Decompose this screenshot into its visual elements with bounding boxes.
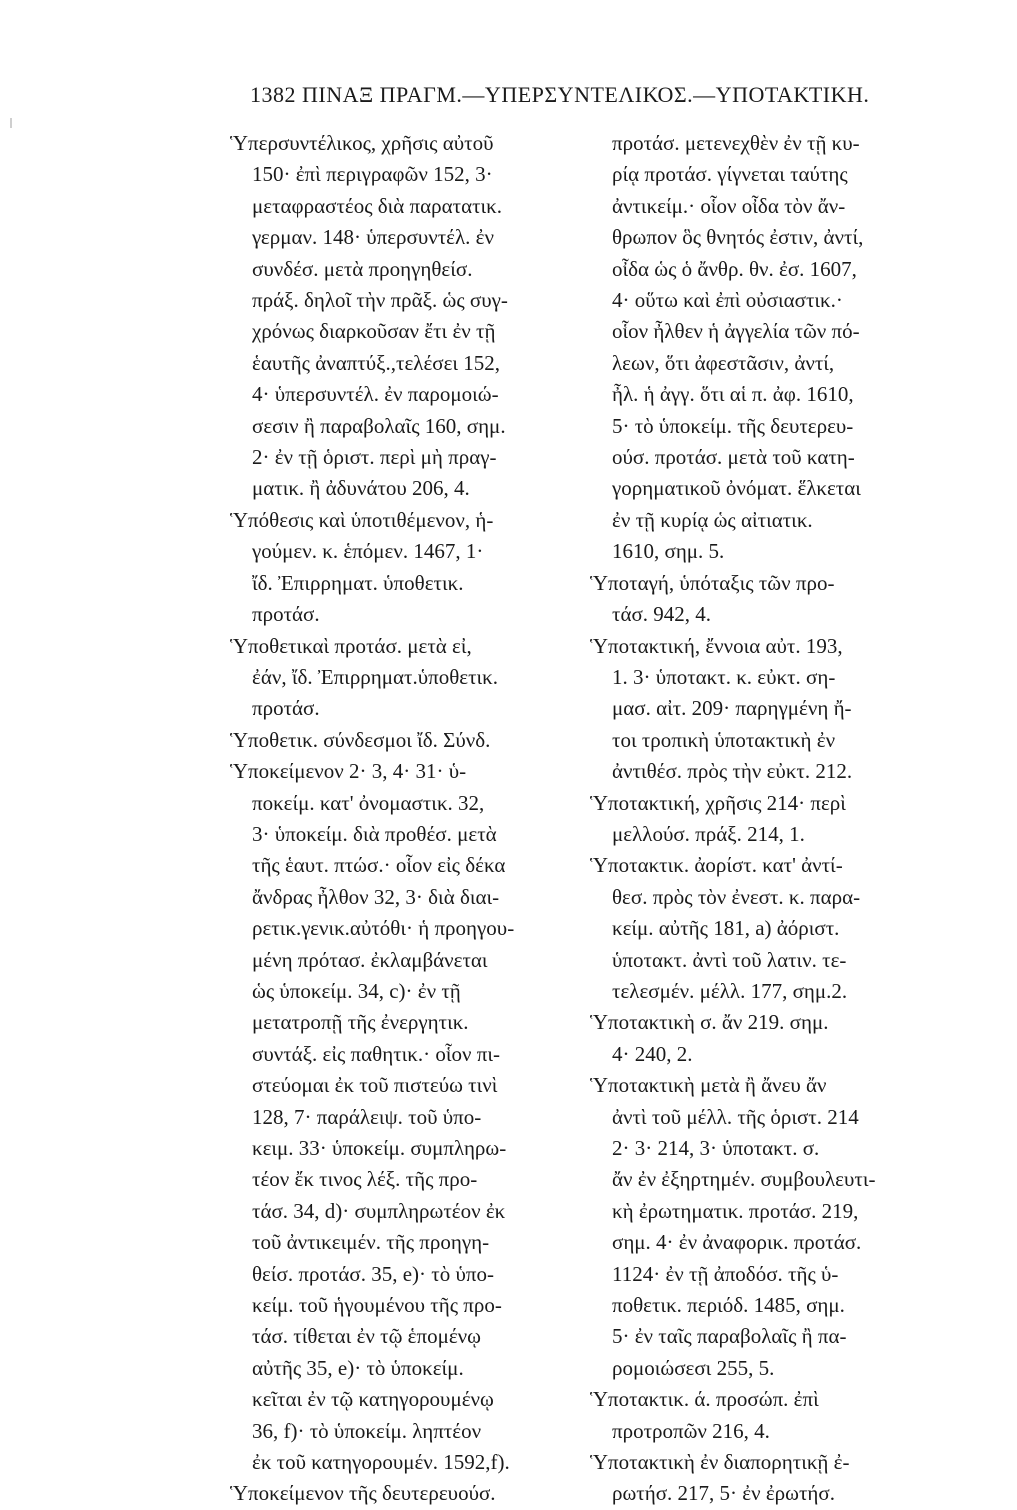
entry-line: ἀντὶ τοῦ μέλλ. τῆς ὁριστ. 214	[612, 1104, 859, 1129]
entry-line: κὴ ἐρωτηματικ. προτάσ. 219,	[612, 1198, 859, 1223]
entry-line: 1124· ἐν τῇ ἀποδόσ. τῆς ὑ-	[612, 1261, 839, 1286]
entry-line: Ὑποτακτική, χρῆσις 214· περὶ	[590, 790, 846, 815]
entry-line: ποθετικ. περιόδ. 1485, σημ.	[612, 1293, 845, 1318]
entry-line: χρόνως διαρκοῦσαν ἔτι ἐν τῇ	[252, 319, 496, 344]
entry-line: 128, 7· παράλειψ. τοῦ ὑπο-	[252, 1104, 482, 1129]
entry-line: θείσ. προτάσ. 35, e)· τὸ ὑπο-	[252, 1261, 494, 1286]
entry-line: οἷον ἦλθεν ἡ ἀγγελία τῶν πό-	[612, 319, 860, 344]
entry-line: ἄν ἐν ἐξηρτημέν. συμβουλευτι-	[612, 1167, 876, 1192]
index-entry	[590, 1384, 925, 1447]
entry-line: ὑποτακτ. ἀντὶ τοῦ λατιν. τε-	[612, 947, 847, 972]
entry-line: Ὑποτακτικὴ μετὰ ἢ ἄνευ ἄν	[590, 1073, 827, 1098]
entry-line: ἐν τῇ κυρίᾳ ὡς αἰτιατικ.	[612, 507, 813, 532]
entry-line: ρίᾳ προτάσ. γίγνεται ταύτης	[612, 162, 848, 187]
entry-line: Ὑποθετικαὶ προτάσ. μετὰ εἰ,	[230, 633, 472, 658]
page-header: 1382 ΠΙΝΑΞ ΠΡΑΓΜ.—ΥΠΕΡΣΥΝΤΕΛΙΚΟΣ.—ΥΠΟΤΑΚΤΙΚΗ.	[250, 82, 870, 107]
entry-line: τοῦ ἀντικειμέν. τῆς προηγη-	[252, 1230, 490, 1255]
entry-line: Ὑποκείμενον τῆς δευτερευούσ.	[230, 1481, 496, 1506]
entry-line: μελλούσ. πράξ. 214, 1.	[612, 821, 805, 846]
entry-line: Ὑποκείμενον 2· 3, 4· 31· ὑ-	[230, 759, 467, 784]
entry-line: 1. 3· ὑποτακτ. κ. εὐκτ. ση-	[612, 664, 836, 689]
left-column	[230, 128, 575, 1510]
entry-line: λεων, ὅτι ἀφεστᾶσιν, ἀντί,	[612, 350, 835, 375]
entry-line: μετατροπῇ τῆς ἐνεργητικ.	[252, 1010, 469, 1035]
entry-line: θεσ. πρὸς τὸν ἐνεστ. κ. παρα-	[612, 884, 861, 909]
entry-line: Ὑποθετικ. σύνδεσμοι ἴδ. Σύνδ.	[230, 727, 491, 752]
entry-line: 2· 3· 214, 3· ὑποτακτ. σ.	[612, 1136, 820, 1160]
entry-line: ἀντικείμ.· οἷον οἶδα τὸν ἄν-	[612, 193, 846, 218]
entry-line: προτάσ. μετενεχθὲν ἐν τῇ κυ-	[612, 131, 860, 155]
entry-line: Ὑπόθεσις καὶ ὑποτιθέμενον, ἡ-	[230, 507, 494, 532]
entry-line: αὐτῆς 35, e)· τὸ ὑποκείμ.	[252, 1355, 464, 1380]
entry-line: ἑαυτῆς ἀναπτύξ.,τελέσει 152,	[252, 350, 501, 375]
index-entry	[590, 631, 925, 788]
entry-line: μεταφραστέος διὰ παρατατικ.	[252, 193, 503, 218]
entry-line: προτάσ.	[252, 602, 320, 627]
entry-line: πράξ. δηλοῖ τὴν πρᾶξ. ὡς συγ-	[252, 288, 508, 313]
entry-line: κεῖται ἐν τῷ κατηγορουμένῳ	[252, 1387, 494, 1412]
entry-line: ούσ. προτάσ. μετὰ τοῦ κατη-	[612, 445, 855, 470]
entry-line: Ὑποτακτικ. ἀορίστ. κατ' ἀντί-	[590, 853, 843, 878]
entry-line: ἦλ. ἡ ἀγγ. ὅτι αἱ π. ἀφ. 1610,	[612, 382, 854, 407]
entry-line: 150· ἐπὶ περιγραφῶν 152, 3·	[252, 162, 493, 187]
index-entry	[230, 128, 575, 505]
index-entry	[590, 1447, 925, 1510]
entry-line: τάσ. 34, d)· συμπληρωτέον ἐκ	[252, 1198, 506, 1223]
index-entry	[230, 505, 575, 631]
entry-line: ποκείμ. κατ' ὀνομαστικ. 32,	[252, 790, 485, 815]
entry-line: ὡς ὑποκείμ. 34, c)· ἐν τῇ	[252, 978, 461, 1003]
entry-line: συντάξ. εἰς παθητικ.· οἷον πι-	[252, 1041, 501, 1066]
entry-line: 36, f)· τὸ ὑποκείμ. ληπτέον	[252, 1418, 482, 1443]
entry-line: Ὑποτακτική, ἔννοια αὐτ. 193,	[590, 633, 843, 658]
entry-line: 5· τὸ ὑποκείμ. τῆς δευτερευ-	[612, 413, 854, 438]
entry-line: ἄνδρας ἦλθον 32, 3· διὰ διαι-	[252, 884, 500, 909]
entry-line: τελεσμέν. μέλλ. 177, σημ.2.	[612, 978, 848, 1003]
entry-line: 4· 240, 2.	[612, 1041, 693, 1066]
entry-line: 5· ἐν ταῖς παραβολαῖς ἢ πα-	[612, 1324, 847, 1349]
entry-line: συνδέσ. μετὰ προηγηθείσ.	[252, 256, 473, 281]
entry-line: Ὑποτακτικὴ σ. ἄν 219. σημ.	[590, 1010, 829, 1035]
entry-line: Ὑποταγή, ὑπόταξις τῶν προ-	[590, 570, 835, 595]
entry-line: ἴδ. Ἐπιρρηματ. ὑποθετικ.	[252, 570, 464, 595]
index-entry	[590, 568, 925, 631]
entry-line: 1610, σημ. 5.	[612, 539, 725, 564]
right-column	[590, 128, 925, 1510]
entry-line: Ὑποτακτικ. ά. προσώπ. ἐπὶ	[590, 1387, 819, 1412]
entry-line: γερμαν. 148· ὑπερσυντέλ. ἐν	[252, 225, 494, 250]
index-entry	[230, 1478, 575, 1509]
index-entry	[590, 788, 925, 851]
entry-line: 3· ὑποκείμ. διὰ προθέσ. μετὰ	[252, 821, 497, 846]
entry-line: 4· ὑπερσυντέλ. ἐν παρομοιώ-	[252, 382, 499, 407]
entry-line: ρομοιώσεσι 255, 5.	[612, 1355, 775, 1380]
scan-speck	[10, 118, 12, 128]
entry-line: κείμ. τοῦ ἡγουμένου τῆς προ-	[252, 1293, 502, 1318]
entry-line: κείμ. αὐτῆς 181, a) ἀόριστ.	[612, 916, 840, 941]
entry-line: γορηματικοῦ ὀνόματ. ἕλκεται	[612, 476, 861, 501]
entry-line: προτάσ.	[252, 696, 320, 721]
entry-line: Ὑποτακτικὴ ἐν διαπορητικῇ ἐ-	[590, 1450, 850, 1475]
entry-line: τάσ. τίθεται ἐν τῷ ἑπομένῳ	[252, 1324, 481, 1349]
index-entry	[590, 850, 925, 1007]
entry-line: σημ. 4· ἐν ἀναφορικ. προτάσ.	[612, 1230, 862, 1255]
entry-line: κειμ. 33· ὑποκείμ. συμπληρω-	[252, 1136, 507, 1160]
entry-line: ἀντιθέσ. πρὸς τὴν εὐκτ. 212.	[612, 759, 853, 784]
index-entry	[590, 1007, 925, 1070]
entry-line: ἐάν, ἴδ. Ἐπιρρηματ.ὑποθετικ.	[252, 664, 499, 689]
entry-line: μασ. αἰτ. 209· παρηγμένη ἤ-	[612, 696, 852, 721]
entry-line: Ὑπερσυντέλικος, χρῆσις αὐτοῦ	[230, 131, 494, 155]
entry-line: τῆς ἑαυτ. πτώσ.· οἷον εἰς δέκα	[252, 853, 506, 878]
entry-line: στεύομαι ἐκ τοῦ πιστεύω τινὶ	[252, 1073, 498, 1098]
index-entry	[590, 128, 925, 568]
entry-line: τοι τροπικὴ ὑποτακτικὴ ἐν	[612, 727, 836, 752]
entry-line: ματικ. ἢ ἀδυνάτου 206, 4.	[252, 476, 470, 501]
entry-line: γούμεν. κ. ἑπόμεν. 1467, 1·	[252, 539, 484, 564]
entry-line: τέον ἔκ τινος λέξ. τῆς προ-	[252, 1167, 478, 1192]
entry-line: 4· οὕτω καὶ ἐπὶ οὐσιαστικ.·	[612, 288, 843, 313]
index-entry	[230, 725, 575, 756]
entry-line: ρωτήσ. 217, 5· ἐν ἐρωτήσ.	[612, 1481, 835, 1506]
entry-line: σεσιν ἢ παραβολαῖς 160, σημ.	[252, 413, 506, 438]
index-entry	[230, 631, 575, 725]
entry-line: οἶδα ὡς ὁ ἄνθρ. θν. ἐσ. 1607,	[612, 256, 857, 281]
index-entry	[590, 1070, 925, 1384]
entry-line: 2· ἐν τῇ ὁριστ. περὶ μὴ πραγ-	[252, 445, 497, 470]
entry-line: τάσ. 942, 4.	[612, 602, 712, 627]
entry-line: μένη πρότασ. ἐκλαμβάνεται	[252, 947, 488, 972]
entry-line: θρωπον ὃς θνητός ἐστιν, ἀντί,	[612, 225, 864, 250]
entry-line: ἐκ τοῦ κατηγορουμέν. 1592,f).	[252, 1450, 510, 1475]
entry-line: προτροπῶν 216, 4.	[612, 1418, 770, 1443]
entry-line: ρετικ.γενικ.αὐτόθι· ἡ προηγου-	[252, 916, 515, 941]
index-entry	[230, 756, 575, 1478]
